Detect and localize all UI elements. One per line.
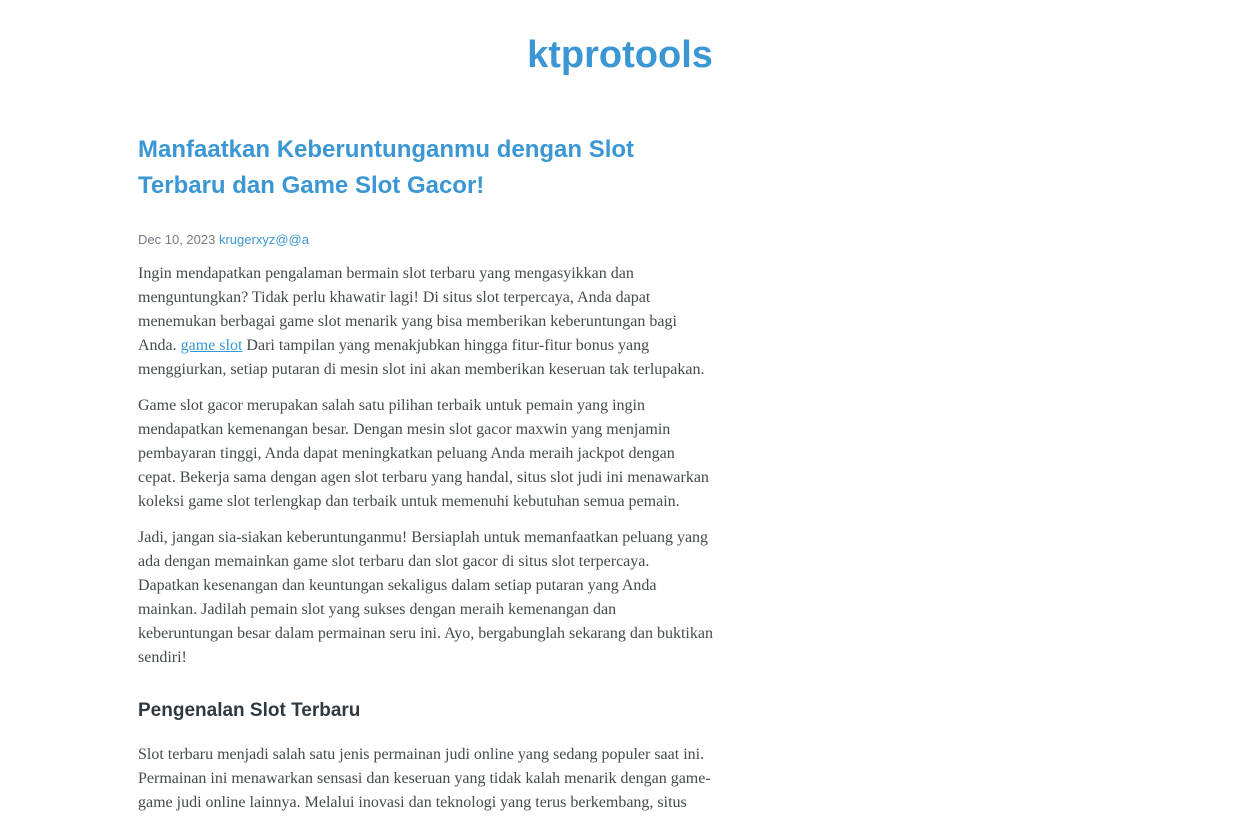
post-date: Dec 10, 2023	[138, 232, 216, 247]
paragraph-text: Ingin mendapatkan pengalaman bermain slot terbaru yang mengasyikkan dan menguntungkan? Tidak perlu khawatir lagi! Di situs slot terpercaya, Anda dapat menemukan berbagai game slot menarik yang bisa memberikan keberuntungan bagi Anda.	[138, 265, 677, 354]
post-article	[138, 132, 714, 815]
site-header	[0, 30, 1240, 80]
post-paragraph: Game slot gacor merupakan salah satu pilihan terbaik untuk pemain yang ingin mendapatkan kemenangan besar. Dengan mesin slot gacor maxwin yang menjamin pembayaran tinggi, Anda dapat meningkatkan peluang Anda meraih jackpot dengan cepat. Bekerja sama dengan agen slot terbaru yang handal, situs slot judi ini menawarkan koleksi game slot terlengkap dan terbaik untuk memenuhi kebutuhan semua pemain.	[138, 397, 709, 510]
paragraph-text: Dari tampilan yang menakjubkan hingga fitur-fitur bonus yang menggiurkan, setiap putaran di mesin slot ini akan memberikan keseruan tak terlupakan.	[138, 337, 705, 378]
post-title: Manfaatkan Keberuntunganmu dengan Slot Terbaru dan Game Slot Gacor!	[138, 136, 635, 199]
post-paragraph: Jadi, jangan sia-siakan keberuntunganmu! Bersiaplah untuk memanfaatkan peluang yang ada dengan memainkan game slot terbaru dan slot gacor di situs slot terpercaya. Dapatkan kesenangan dan keuntungan sekaligus dalam setiap putaran yang Anda mainkan. Jadilah pemain slot yang sukses dengan meraih kemenangan dan keberuntungan besar dalam permainan seru ini. Ayo, bergabunglah sekarang dan buktikan sendiri!	[138, 529, 713, 666]
site-title-link[interactable]: ktprotools	[527, 34, 713, 76]
post-body	[138, 262, 714, 815]
game-slot-link[interactable]: game slot	[180, 337, 243, 354]
main-content	[138, 132, 714, 827]
section-heading: Pengenalan Slot Terbaru	[138, 700, 361, 721]
post-paragraph	[138, 262, 714, 382]
post-paragraph: Slot terbaru menjadi salah satu jenis permainan judi online yang sedang populer saat ini. Permainan ini menawarkan sensasi dan keseruan yang tidak kalah menarik dengan game-game judi online lainnya. Melalui inovasi dan teknologi yang terus berkembang, situs	[138, 746, 711, 811]
post-author-link[interactable]: krugerxyz@@a	[218, 232, 309, 247]
post-meta	[138, 231, 714, 249]
